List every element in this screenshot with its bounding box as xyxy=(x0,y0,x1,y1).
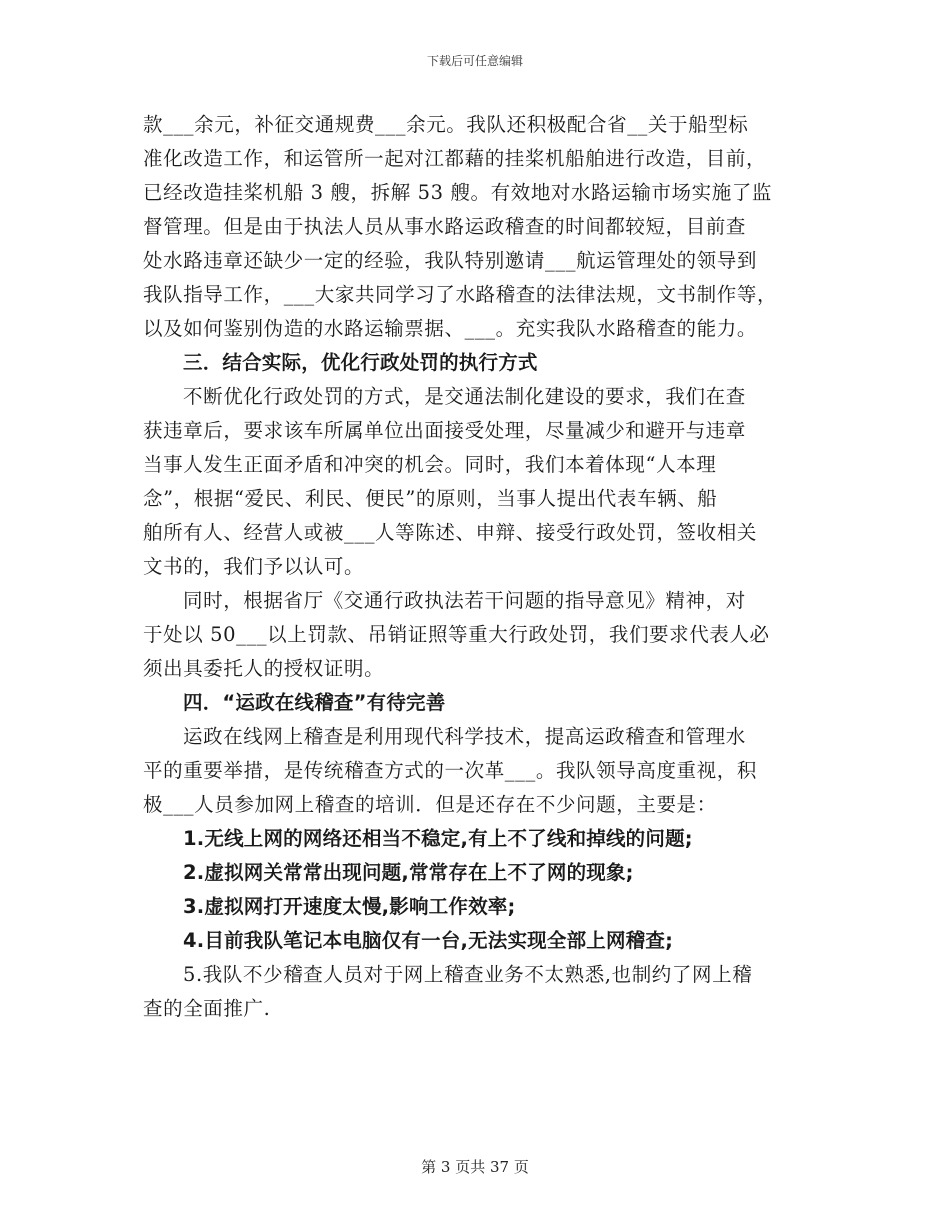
list-item-4 xyxy=(143,924,815,958)
paragraph-online-inspection xyxy=(143,720,815,822)
text-line: 念”，根据“爱民、利民、便民”的原则，当事人提出代表车辆、船 xyxy=(143,487,718,510)
text-line: 须出具委托人的授权证明。 xyxy=(143,657,385,680)
paragraph-provincial-guidance xyxy=(143,584,815,686)
page-footer: 第 3 页共 37 页 xyxy=(421,1158,529,1176)
text-line: 同时，根据省厅《交通行政执法若干问题的指导意见》精神，对 xyxy=(183,589,746,612)
list-item-text: 4.目前我队笔记本电脑仅有一台,无法实现全部上网稽查; xyxy=(183,929,674,952)
list-item-text: 1.无线上网的网络还相当不稳定,有上不了线和掉线的问题; xyxy=(183,827,693,850)
list-item-text: 5.我队不少稽查人员对于网上稽查业务不太熟悉,也制约了网上稽 xyxy=(183,963,753,986)
section-heading-4 xyxy=(143,686,815,720)
text-line: 文书的，我们予以认可。 xyxy=(143,555,365,578)
text-line: 平的重要举措，是传统稽查方式的一次革___。我队领导高度重视，积 xyxy=(143,759,757,782)
text-line: 准化改造工作，和运管所一起对江都藉的挂桨机船舶进行改造，目前， xyxy=(143,147,767,170)
text-line: 我队指导工作，___大家共同学习了水路稽查的法律法规，文书制作等， xyxy=(143,283,778,306)
paragraph-water-transport xyxy=(143,108,815,346)
list-item-text: 查的全面推广. xyxy=(143,997,271,1020)
heading-text: 四．“运政在线稽查”有待完善 xyxy=(183,691,446,714)
text-line: 款___余元，补征交通规费___余元。我队还积极配合省__关于船型标 xyxy=(143,113,749,136)
text-line: 运政在线网上稽查是利用现代科学技术，提高运政稽查和管理水 xyxy=(183,725,746,748)
text-line: 以及如何鉴别伪造的水路运输票据、___。充实我队水路稽查的能力。 xyxy=(143,317,757,340)
text-line: 处水路违章还缺少一定的经验，我队特别邀请___航运管理处的领导到 xyxy=(143,249,757,272)
text-line: 于处以 50___以上罚款、吊销证照等重大行政处罚，我们要求代表人必 xyxy=(143,623,770,646)
text-line: 已经改造挂桨机船 3 艘，拆解 53 艘。有效地对水路运输市场实施了监 xyxy=(143,181,773,204)
list-item-text: 2.虚拟网关常常出现问题,常常存在上不了网的现象; xyxy=(183,861,634,884)
list-item-text: 3.虚拟网打开速度太慢,影响工作效率; xyxy=(183,895,516,918)
text-line: 督管理。但是由于执法人员从事水路运政稽查的时间都较短，目前查 xyxy=(143,215,747,238)
list-item-1 xyxy=(143,822,815,856)
text-line: 不断优化行政处罚的方式，是交通法制化建设的要求，我们在查 xyxy=(183,385,746,408)
list-item-3 xyxy=(143,890,815,924)
list-item-2 xyxy=(143,856,815,890)
document-body xyxy=(143,108,815,1026)
list-item-5 xyxy=(143,958,815,1026)
section-heading-3 xyxy=(143,346,815,380)
text-line: 极___人员参加网上稽查的培训．但是还存在不少问题，主要是： xyxy=(143,793,717,816)
paragraph-optimize-penalty xyxy=(143,380,815,584)
text-line: 舶所有人、经营人或被___人等陈述、申辩、接受行政处罚，签收相关 xyxy=(143,521,757,544)
text-line: 获违章后，要求该车所属单位出面接受处理，尽量减少和避开与违章 xyxy=(143,419,747,442)
heading-text: 三．结合实际，优化行政处罚的执行方式 xyxy=(183,351,538,374)
text-line: 当事人发生正面矛盾和冲突的机会。同时，我们本着体现“人本理 xyxy=(143,453,717,476)
page-header: 下载后可任意编辑 xyxy=(426,54,523,68)
